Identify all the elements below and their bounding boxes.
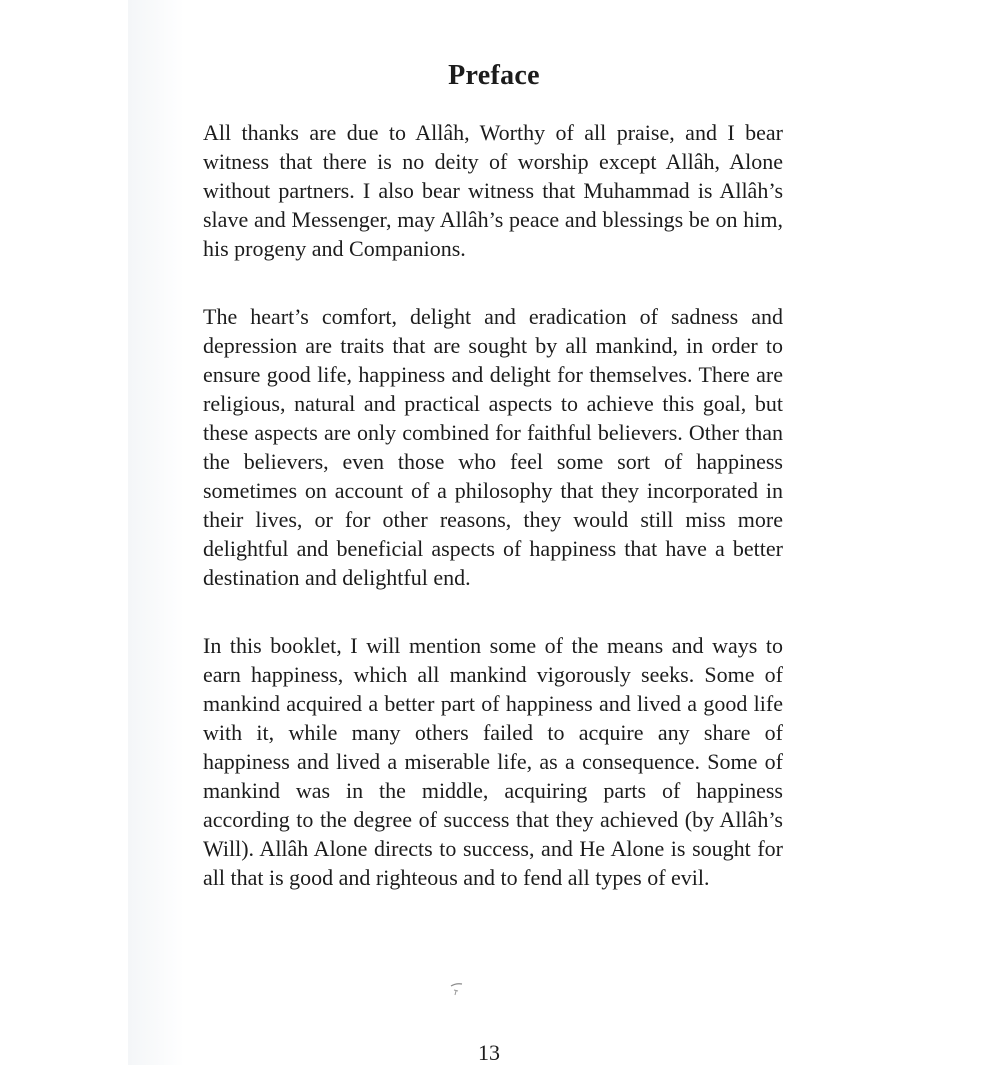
preface-paragraph-1: All thanks are due to Allâh, Worthy of all praise, and I bear witness that there is no deity of worship except Allâh, Alone without partners. I also bear witness that Muhammad is Allâh’s slave and Messenger, may Allâh’s peace and blessings be on him, his progeny and Companions.	[203, 120, 783, 261]
page-title: Preface	[448, 60, 540, 91]
preface-paragraph-2: The heart’s comfort, delight and eradication of sadness and depression are traits that are sought by all mankind, in order to ensure good life, happiness and delight for themselves. There are religious, natural and practical aspects to achieve this goal, but these aspects are only combined for faithful believers. Other than the believers, even those who feel some sort of happiness sometimes on account of a philosophy that they incorporated in their lives, or for other reasons, they would still miss more delightful and beneficial aspects of happiness that have a better destination and delightful end.	[203, 304, 783, 590]
stray-pen-mark	[448, 978, 466, 1000]
scan-edge-shadow	[128, 0, 184, 1065]
page-number: 13	[478, 1040, 500, 1065]
preface-paragraph-3: In this booklet, I will mention some of the means and ways to earn happiness, which all mankind vigorously seeks. Some of mankind acquired a better part of happiness and lived a good life with it, while many others failed to acquire any share of happiness and lived a miserable life, as a consequence. Some of mankind was in the middle, acquiring parts of happiness according to the degree of success that they achieved (by Allâh’s Will). Allâh Alone directs to success, and He Alone is sought for all that is good and righteous and to fend all types of evil.	[203, 633, 783, 890]
